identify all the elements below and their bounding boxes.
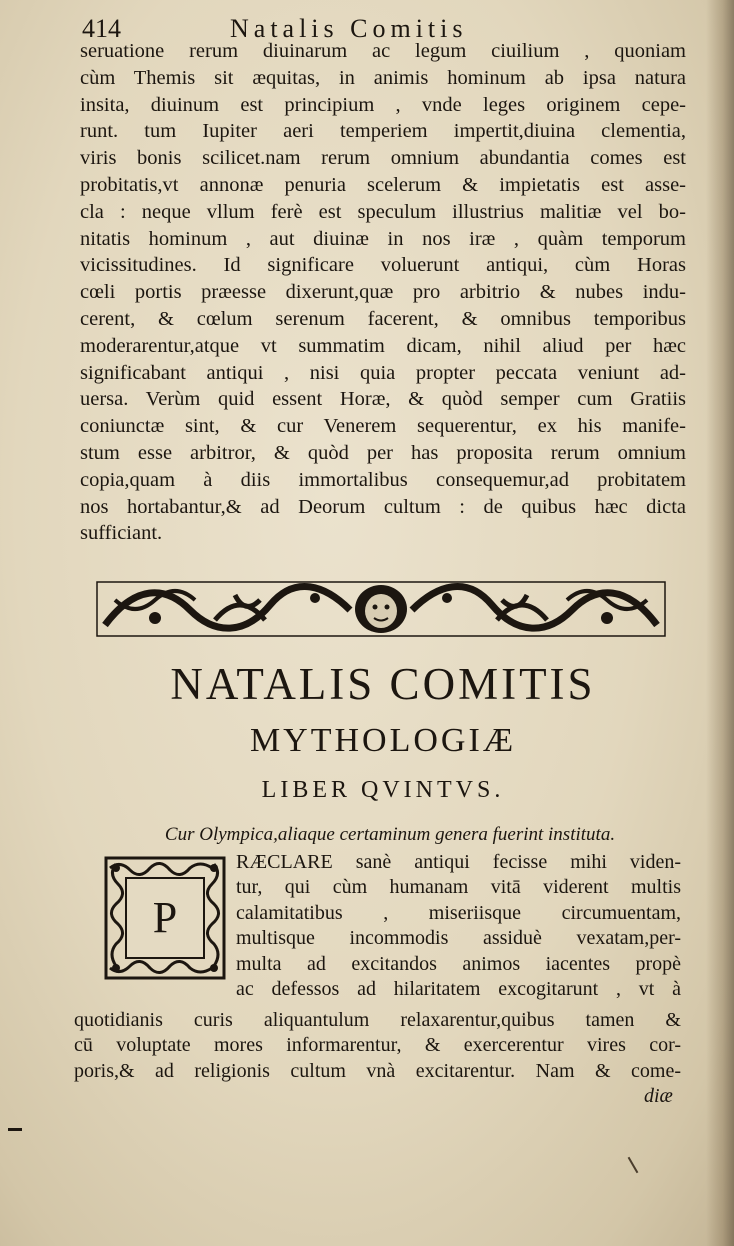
text-line: runt. tum Iupiter aeri temperiem impertit,diuina clementia, — [80, 120, 686, 143]
text-line: copia,quam à diis immortalibus consequemur,ad probitatem — [80, 468, 686, 491]
text-line: coniunctæ sint, & cur Venerem sequerentur, ex his manife- — [80, 415, 686, 438]
text-line: nos hortabantur,& ad Deorum cultum : de quibus hæc dicta — [80, 495, 686, 518]
chapter-text-beside-initial — [236, 850, 681, 1002]
text-line: uersa. Verùm quid essent Horæ, & quòd semper cum Gratiis — [80, 388, 686, 411]
headpiece-ornament — [95, 580, 667, 638]
text-line: nitatis hominum , aut diuinæ in nos iræ , quàm temporum — [80, 227, 686, 250]
text-line: RÆCLARE sanè antiqui fecisse mihi viden- — [236, 851, 681, 873]
book-sub-title: MYTHOLOGIÆ — [249, 722, 517, 759]
text-line: cū voluptate mores informarentur, & exercerentur vires cor- — [74, 1034, 681, 1057]
text-line: ac defessos ad hilaritatem excogitarunt , vt à — [236, 977, 681, 1000]
continued-text-block — [80, 38, 686, 547]
text-line: cùm Themis sit æquitas, in animis hominum ab ipsa natura — [80, 66, 686, 89]
text-line: quotidianis curis aliquantulum relaxarentur,quibus tamen & — [74, 1009, 681, 1031]
text-line: moderarentur,atque vt summatim dicam, nihil aliud per hæc — [80, 334, 686, 357]
book-number-label: LIBER QVINTVS. — [261, 777, 505, 803]
text-line: multa ad excitandos animos iacentes propè — [236, 952, 681, 975]
text-line: multisque incommodis assiduè vexatam,per- — [236, 927, 681, 950]
running-title: Natalis Comitis — [230, 14, 468, 43]
page-gutter-shadow — [706, 0, 734, 1246]
margin-tick — [628, 1157, 639, 1174]
book-main-title: NATALIS COMITIS — [170, 659, 596, 709]
text-line: tur, qui cùm humanam vitā viderent multis — [236, 876, 681, 899]
catchword: diæ — [644, 1085, 673, 1107]
text-line: cerent, & cœlum serenum facerent, & omnibus temporibus — [80, 307, 686, 330]
text-line: probitatis,vt annonæ penuria scelerum & impietatis est asse- — [80, 173, 686, 196]
chapter-heading: Cur Olympica,aliaque certaminum genera fuerint instituta. — [164, 824, 616, 845]
text-line: cœli portis præesse dixerunt,quæ pro arbitrio & nubes indu- — [80, 281, 686, 304]
drop-cap-initial — [104, 856, 226, 980]
drop-cap-letter: P — [152, 893, 178, 942]
text-line: seruatione rerum diuinarum ac legum ciuilium , quoniam — [80, 40, 686, 62]
text-line: calamitatibus , miseriisque circumuentam, — [236, 901, 681, 924]
margin-mark — [8, 1128, 22, 1131]
text-line: stum esse arbitror, & quòd per has proposita rerum omnium — [80, 441, 686, 464]
text-line: viris bonis scilicet.nam rerum omnium abundantia comes est — [80, 147, 686, 170]
chapter-text-full-width — [74, 1008, 681, 1084]
text-line: vicissitudines. Id significare voluerunt antiqui, cùm Horas — [80, 254, 686, 277]
text-line: sufficiant. — [80, 522, 163, 545]
text-line: cla : neque vllum ferè est speculum illustrius malitiæ vel bo- — [80, 200, 686, 223]
page-number: 414 — [82, 14, 121, 43]
text-line: poris,& ad religionis cultum vnà excitarentur. Nam & come- — [74, 1059, 681, 1082]
text-line: insita, diuinum est principium , vnde leges originem cepe- — [80, 93, 686, 116]
text-line: significabant antiqui , nisi quia propter peccata veniunt ad- — [80, 361, 686, 384]
